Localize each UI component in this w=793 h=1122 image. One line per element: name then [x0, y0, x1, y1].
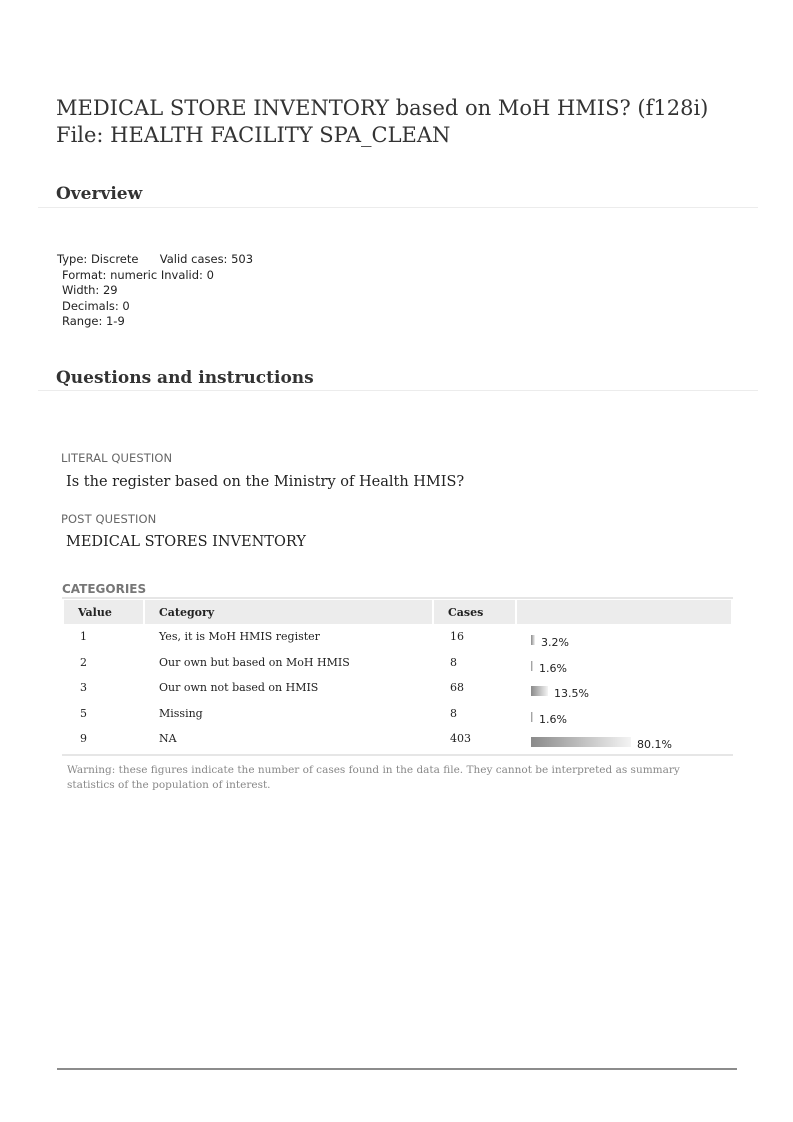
valid-cases-label: Valid cases:: [159, 252, 228, 266]
categories-table: [62, 600, 733, 752]
format-value: numeric: [110, 267, 158, 282]
invalid-label: Invalid:: [160, 267, 203, 282]
percent-bar: [531, 737, 631, 747]
percent-bar: [531, 635, 535, 645]
questions-heading: Questions and instructions: [56, 368, 314, 388]
variable-title: MEDICAL STORE INVENTORY based on MoH HMIS? (f128i): [56, 96, 709, 120]
row-value: 9: [80, 732, 87, 746]
format-label: Format:: [62, 267, 107, 282]
questions-divider: [38, 390, 758, 391]
table-row: [64, 675, 731, 701]
row-percent: 1.6%: [539, 661, 567, 675]
decimals-value: 0: [122, 298, 130, 313]
row-cases: 68: [450, 681, 464, 695]
page-title: [56, 95, 756, 149]
range-value: 1-9: [105, 314, 125, 328]
categories-header-row: [64, 600, 731, 624]
type-value: Discrete: [90, 252, 139, 266]
overview-row-format: [57, 268, 253, 284]
invalid-value: 0: [206, 267, 214, 282]
categories-top-rule: [62, 597, 733, 599]
row-percent: 80.1%: [637, 738, 672, 752]
overview-row-decimals: [57, 299, 253, 315]
overview-block: [57, 252, 253, 330]
table-row: [64, 650, 731, 676]
row-category: Missing: [159, 706, 203, 720]
valid-cases-value: 503: [231, 252, 254, 266]
percent-bar: [531, 712, 533, 722]
width-label: Width:: [62, 283, 100, 297]
row-value: 1: [80, 630, 87, 644]
overview-row-type: [57, 252, 253, 268]
row-category: Our own but based on MoH HMIS: [159, 655, 350, 669]
footer-divider: [57, 1068, 737, 1070]
row-cases: 16: [450, 630, 464, 644]
row-value: 5: [80, 706, 87, 720]
percent-bar: [531, 686, 548, 696]
table-row: [64, 726, 731, 752]
header-bar: [517, 600, 731, 624]
row-percent: 13.5%: [554, 687, 589, 701]
width-value: 29: [102, 283, 118, 297]
table-row: [64, 701, 731, 727]
literal-question-label: LITERAL QUESTION: [61, 451, 173, 465]
row-value: 2: [80, 655, 87, 669]
range-label: Range:: [62, 314, 103, 328]
overview-row-range: [57, 314, 253, 330]
row-cases: 8: [450, 655, 457, 669]
header-value: Value: [64, 600, 143, 624]
row-percent: 3.2%: [541, 636, 569, 650]
post-question-label: POST QUESTION: [61, 512, 157, 526]
overview-divider: [38, 207, 758, 208]
type-label: Type:: [57, 252, 88, 266]
header-cases: Cases: [434, 600, 515, 624]
categories-label: CATEGORIES: [62, 582, 147, 596]
header-category: Category: [145, 600, 432, 624]
categories-bottom-rule: [62, 754, 733, 756]
file-title: File: HEALTH FACILITY SPA_CLEAN: [56, 123, 451, 147]
row-cases: 403: [450, 732, 471, 746]
post-question-text: MEDICAL STORES INVENTORY: [66, 534, 306, 550]
table-row: [64, 624, 731, 650]
overview-row-width: [57, 283, 253, 299]
overview-heading: Overview: [56, 184, 143, 204]
row-cases: 8: [450, 706, 457, 720]
row-category: Our own not based on HMIS: [159, 681, 319, 695]
row-category: Yes, it is MoH HMIS register: [159, 630, 320, 644]
row-percent: 1.6%: [539, 712, 567, 726]
row-category: NA: [159, 732, 177, 746]
row-value: 3: [80, 681, 87, 695]
literal-question-text: Is the register based on the Ministry of Health HMIS?: [66, 474, 465, 490]
decimals-label: Decimals:: [62, 298, 119, 313]
warning-note: Warning: these figures indicate the number of cases found in the data file. They cannot be interpreted as summary statistics of the population of interest.: [67, 764, 680, 791]
percent-bar: [531, 661, 533, 671]
